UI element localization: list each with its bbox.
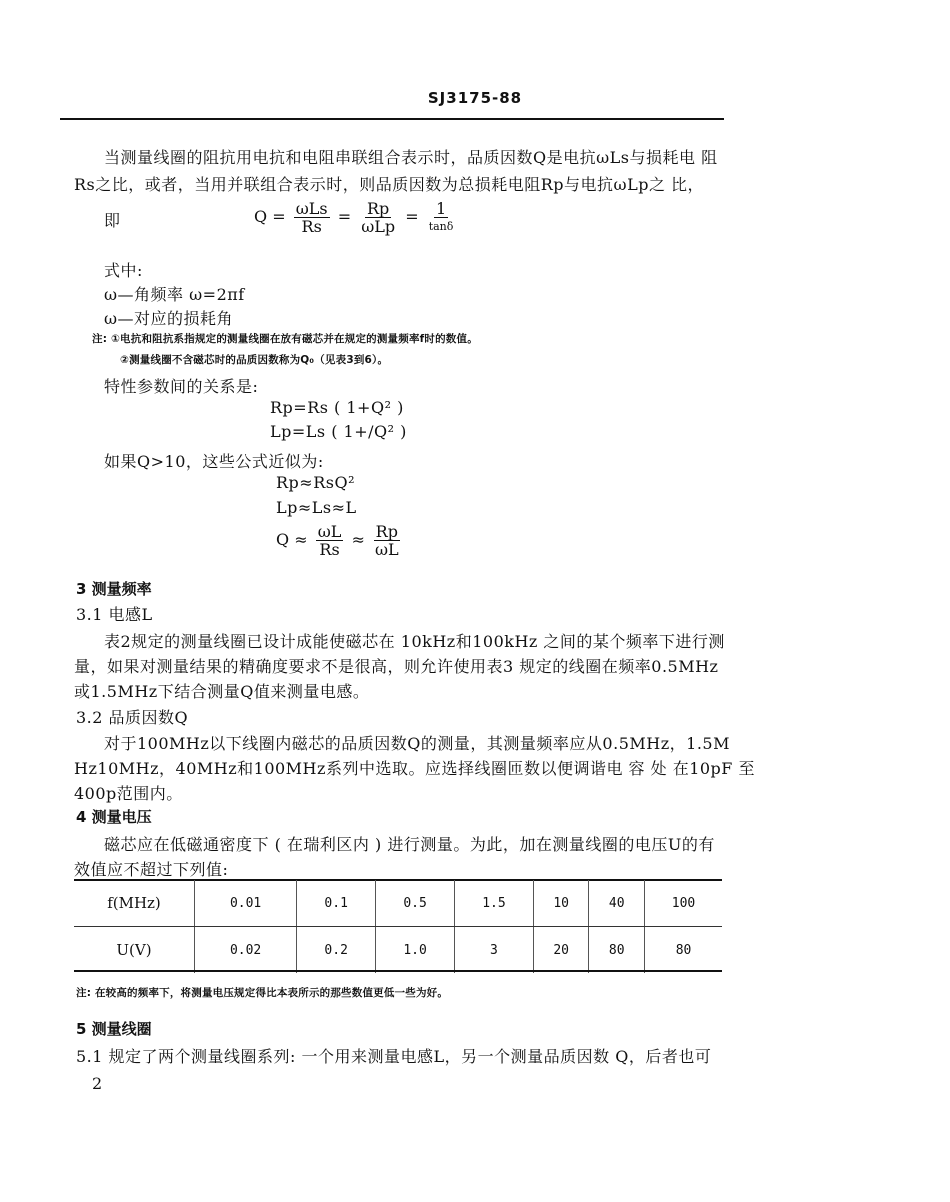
approx-rp: Rp≈RsQ²	[276, 473, 355, 492]
table-cell: 40	[589, 880, 645, 927]
table-cell: 20	[533, 927, 589, 974]
section-5-1-line: 5.1 规定了两个测量线圈系列: 一个用来测量电感L，另一个测量品质因数 Q，后者也可	[76, 1047, 712, 1066]
table-cell: 0.01	[195, 880, 297, 927]
approx-sign: ≈	[351, 530, 365, 549]
table-cell: 1.0	[376, 927, 455, 974]
table-cell: 0.02	[195, 927, 297, 974]
table-row	[74, 880, 722, 927]
fraction-omega-ls-rs: $\frac{\text{ωLs}}{Rs}$	[295, 199, 328, 236]
table-label-voltage: U(V)	[116, 941, 152, 959]
approx-title: 如果Q>10，这些公式近似为:	[104, 452, 324, 471]
section-3-2-line-1: 对于100MHz以下线圈内磁芯的品质因数Q的测量，其测量频率应从0.5MHz，1.5M	[104, 734, 730, 753]
section-3-2-line-3: 400p范围内。	[74, 784, 183, 803]
equals-sign: =	[337, 207, 352, 226]
note-2: ②测量线圈不含磁芯时的品质因数称为Q₀（见表3到6）。	[120, 354, 389, 366]
section-3-2-title: 3.2 品质因数Q	[76, 708, 189, 727]
section-3-1-line-2: 量，如果对测量结果的精确度要求不是很高，则允许使用表3 规定的线圈在频率0.5MHz	[74, 657, 719, 676]
table-cell: 80	[645, 927, 722, 974]
table-cell: 80	[589, 927, 645, 974]
intro-line-1: 当测量线圈的阻抗用电抗和电阻串联组合表示时，品质因数Q是电抗ωLs与损耗电 阻	[104, 148, 718, 167]
relations-title: 特性参数间的关系是:	[104, 377, 259, 396]
equals-sign: =	[405, 207, 419, 226]
formula-q-lhs: Q =	[254, 207, 286, 226]
table-bottom-rule	[74, 970, 722, 972]
note-1: 注: ①电抗和阻抗系指规定的测量线圈在放有磁芯并在规定的测量频率f时的数值。	[92, 333, 478, 345]
voltage-table	[74, 880, 722, 973]
section-5-title: 5 测量线圈	[76, 1020, 152, 1038]
approx-q-lhs: Q ≈	[276, 530, 308, 549]
formula-lead: 即	[104, 211, 121, 230]
formula-q	[104, 200, 604, 240]
header-rule	[60, 118, 724, 120]
table-cell: 1.5	[455, 880, 534, 927]
section-3-1-line-1: 表2规定的测量线圈已设计成能使磁芯在 10kHz和100kHz 之间的某个频率下进行测	[104, 632, 725, 651]
table-note: 注: 在较高的频率下，将测量电压规定得比本表所示的那些数值更低一些为好。	[76, 987, 449, 999]
section-3-1-title: 3.1 电感L	[76, 605, 153, 624]
section-3-1-line-3: 或1.5MHz下结合测量Q值来测量电感。	[74, 682, 370, 701]
table-cell: 0.2	[297, 927, 376, 974]
table-cell: 3	[455, 927, 534, 974]
section-4-line-1: 磁芯应在低磁通密度下 ( 在瑞利区内 ) 进行测量。为此，加在测量线圈的电压U的有	[104, 835, 715, 854]
table-row	[74, 927, 722, 974]
table-cell: 0.5	[376, 880, 455, 927]
fraction-rp-omega-lp: $\frac{Rp}{\text{ωLp}}$	[361, 199, 396, 236]
relation-lp: Lp=Ls ( 1+/Q² )	[270, 422, 407, 441]
relation-rp: Rp=Rs ( 1+Q² )	[270, 398, 404, 417]
page-number: 2	[92, 1074, 103, 1093]
where-omega-2: ω—对应的损耗角	[104, 309, 234, 328]
intro-line-2: Rs之比，或者，当用并联组合表示时，则品质因数为总损耗电阻Rp与电抗ωLp之 比，	[74, 175, 705, 194]
section-4-line-2: 效值应不超过下列值:	[74, 860, 229, 879]
table-label-frequency: f(MHz)	[74, 880, 195, 927]
approx-lp: Lp≈Ls≈L	[276, 498, 357, 517]
table-cell: 0.1	[297, 880, 376, 927]
section-3-title: 3 测量频率	[76, 580, 152, 598]
table-cell: 100	[645, 880, 722, 927]
fraction-rp-omega-l: $\frac{Rp}{\omega L}$	[374, 522, 399, 559]
table-cell: 10	[533, 880, 589, 927]
approx-q	[276, 523, 404, 558]
fraction-one-tan-delta: $\frac{1}{\tan\delta}$	[428, 199, 454, 233]
section-3-2-line-2: Hz10MHz，40MHz和100MHz系列中选取。应选择线圈匝数以便调谐电 容 处 在10pF 至	[74, 759, 755, 778]
document-header: SJ3175-88	[427, 89, 523, 107]
section-4-title: 4 测量电压	[76, 808, 152, 826]
where-omega-1: ω—角频率 ω=2πf	[104, 285, 245, 304]
where-title: 式中:	[104, 261, 143, 280]
fraction-omega-l-rs: $\frac{\omega L}{Rs}$	[317, 522, 342, 559]
